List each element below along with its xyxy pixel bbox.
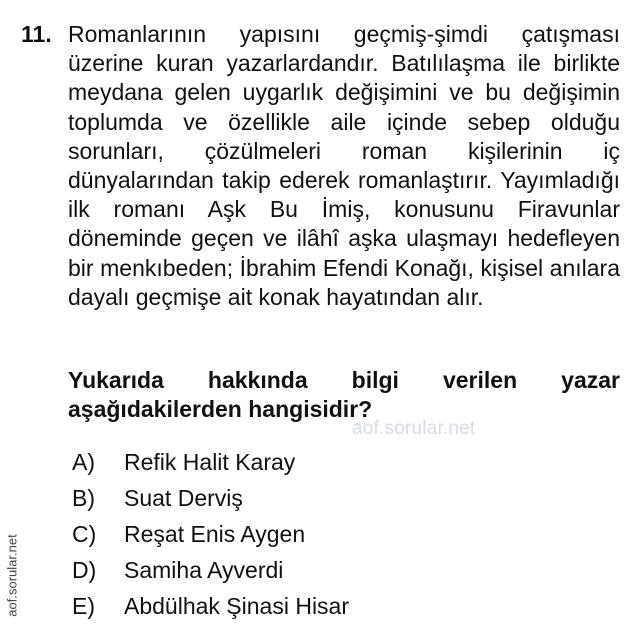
question-passage: Romanlarının yapısını geçmiş-şimdi çatışması üzerine kuran yazarlardandır. Batılılaşma ile birlikte meydana gelen uygarlık değişimini ve bu değişimin toplumda ve özellikle aile içinde sebep olduğu sorunları, çözülmeleri roman kişilerinin iç dünyalarından takip ederek romanlaştırır. Yayımladığı ilk romanı Aşk Bu İmiş, konusunu Firavunlar döneminde geçen ve ilâhî aşka ulaşmayı hedefleyen bir menkıbeden; İbrahim Efendi Konağı, kişisel anılara dayalı geçmişe ait konak hayatından alır. — [68, 21, 620, 310]
option-letter: E) — [72, 593, 95, 619]
option-letter: A) — [72, 449, 95, 475]
option-letter: C) — [72, 521, 97, 547]
answer-options — [72, 444, 349, 624]
option-e[interactable] — [72, 588, 349, 624]
option-d[interactable] — [72, 552, 349, 588]
question-number: 11. — [21, 21, 52, 47]
option-a[interactable] — [72, 444, 349, 480]
option-letter: D) — [72, 557, 97, 583]
option-b[interactable] — [72, 480, 349, 516]
option-text: Suat Derviş — [124, 485, 243, 511]
option-text: Reşat Enis Aygen — [124, 521, 306, 547]
question-prompt: Yukarıda hakkında bilgi verilen yazar aşağıdakilerden hangisidir? — [68, 367, 620, 422]
option-text: Refik Halit Karay — [124, 449, 296, 475]
option-letter: B) — [72, 485, 95, 511]
watermark-center: aof.sorular.net — [352, 418, 476, 439]
option-text: Samiha Ayverdi — [124, 557, 284, 583]
option-c[interactable] — [72, 516, 349, 552]
watermark-side: aof.sorular.net — [4, 534, 20, 617]
option-text: Abdülhak Şinasi Hisar — [124, 593, 350, 619]
